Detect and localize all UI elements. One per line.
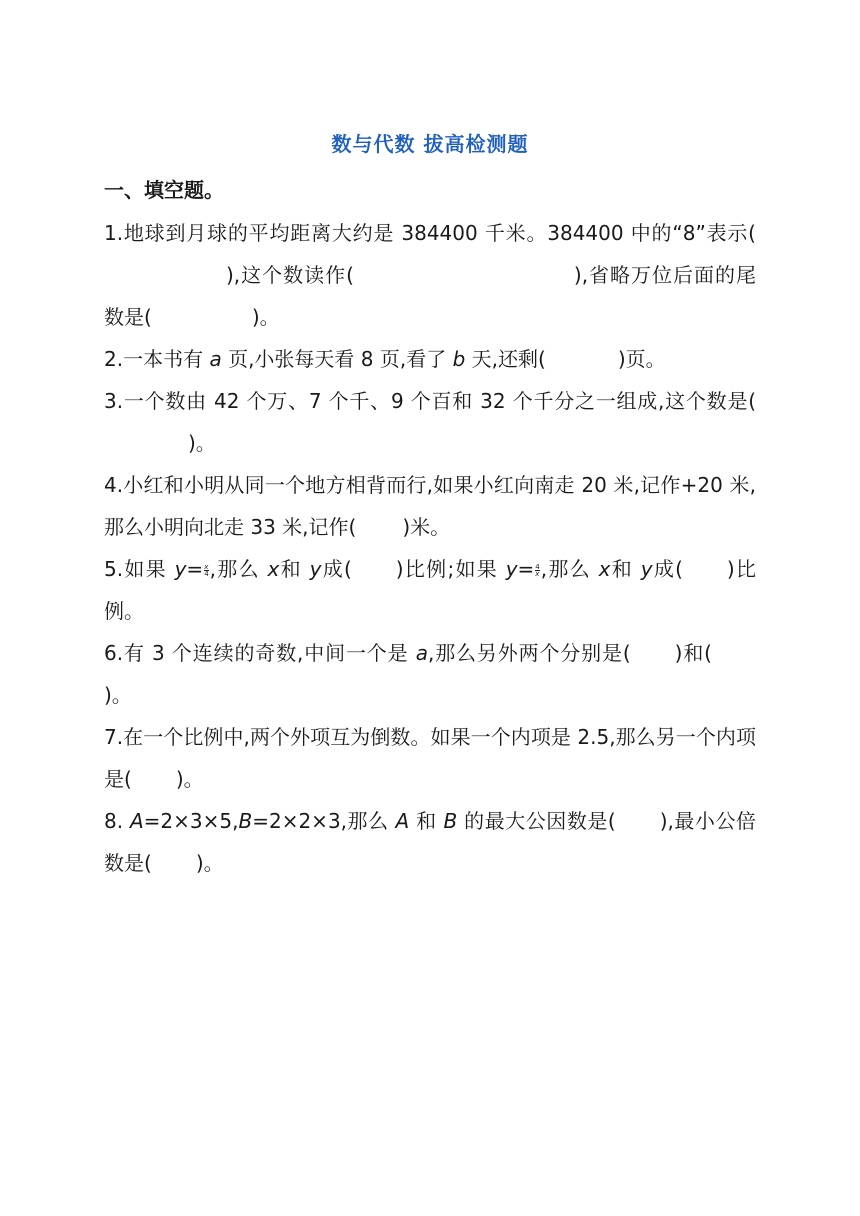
- variable-y: y: [174, 557, 187, 581]
- question-4-text-a: 4.小红和小明从同一个地方相背而行,如果小红向南走 20 米,记作+20 米,那么小明向北走 33 米,记作(: [104, 473, 756, 539]
- question-list: [104, 212, 756, 884]
- question-2-text-c: 天,还剩(: [465, 347, 546, 371]
- question-6-text-d: )。: [104, 683, 132, 707]
- question-6-text-b: ,那么另外两个分别是(: [427, 641, 631, 665]
- fraction-denominator: x: [535, 570, 540, 578]
- question-6-text-c: )和(: [674, 641, 712, 665]
- question-8-text-f: ),最小公倍数是(: [104, 809, 756, 875]
- question-5-text-e: )比例;如果: [395, 557, 506, 581]
- question-2-text-b: 页,小张每天看 8 页,看了: [221, 347, 453, 371]
- question-8-text-a: 8.: [104, 809, 130, 833]
- variable-B: B: [238, 809, 253, 833]
- question-1-text-a: 1.地球到月球的平均距离大约是 384400 千米。384400 中的“8”表示(: [104, 221, 756, 245]
- question-8: [104, 800, 756, 884]
- question-3-text-a: 3.一个数由 42 个万、7 个千、9 个百和 32 个千分之一组成,这个数是(: [104, 389, 756, 413]
- question-2-text-a: 2.一本书有: [104, 347, 210, 371]
- question-2-text-d: )页。: [617, 347, 666, 371]
- question-1-text-c: ),省略万位后面的尾数是(: [104, 263, 756, 329]
- question-5-text-i: )比例。: [104, 557, 756, 623]
- question-5-text-h: 成(: [652, 557, 683, 581]
- question-5-text-g: 和: [610, 557, 641, 581]
- question-5-text-d: 成(: [321, 557, 352, 581]
- question-5-text-a: 5.如果: [104, 557, 175, 581]
- variable-y: y: [309, 557, 322, 581]
- question-1-text-d: )。: [251, 305, 280, 329]
- question-7: [104, 716, 756, 800]
- question-3-text-b: )。: [188, 431, 216, 455]
- variable-b: b: [452, 347, 466, 371]
- variable-y: y: [640, 557, 653, 581]
- section-heading: 一、填空题。: [104, 178, 224, 202]
- page-title: 数与代数 拔高检测题: [331, 132, 529, 156]
- question-7-text-a: 7.在一个比例中,两个外项互为倒数。如果一个内项是 2.5,那么另一个内项是(: [104, 725, 756, 791]
- question-8-text-e: 的最大公因数是(: [457, 809, 616, 833]
- question-5: [104, 548, 756, 632]
- question-8-text-b: =2×3×5,: [143, 809, 239, 833]
- question-8-text-g: )。: [195, 851, 224, 875]
- variable-x: x: [267, 557, 280, 581]
- variable-y: y: [505, 557, 518, 581]
- question-7-text-b: )。: [175, 767, 204, 791]
- question-5-text-f: ,那么: [540, 557, 599, 581]
- question-8-text-d: 和: [409, 809, 444, 833]
- variable-a: a: [415, 641, 428, 665]
- fraction-numerator: 4: [535, 563, 540, 571]
- fraction-x-over-4: [204, 564, 208, 577]
- variable-A: A: [129, 809, 144, 833]
- fraction-numerator: x: [204, 563, 209, 571]
- question-5-text-c: 和: [279, 557, 310, 581]
- question-4-text-b: )米。: [402, 515, 451, 539]
- variable-B: B: [443, 809, 458, 833]
- question-4: [104, 464, 756, 548]
- variable-a: a: [209, 347, 222, 371]
- question-6-text-a: 6.有 3 个连续的奇数,中间一个是: [104, 641, 416, 665]
- question-6: [104, 632, 756, 716]
- question-8-text-c: =2×2×3,那么: [252, 809, 396, 833]
- equals-sign: =: [186, 557, 204, 581]
- question-1-text-b: ),这个数读作(: [226, 263, 354, 287]
- fraction-denominator: 4: [204, 570, 209, 578]
- question-5-text-b: ,那么: [209, 557, 268, 581]
- variable-A: A: [395, 809, 410, 833]
- question-1: [104, 212, 756, 338]
- equals-sign: =: [517, 557, 535, 581]
- variable-x: x: [598, 557, 611, 581]
- fraction-4-over-x: [535, 564, 539, 577]
- question-3: [104, 380, 756, 464]
- question-2: [104, 338, 756, 380]
